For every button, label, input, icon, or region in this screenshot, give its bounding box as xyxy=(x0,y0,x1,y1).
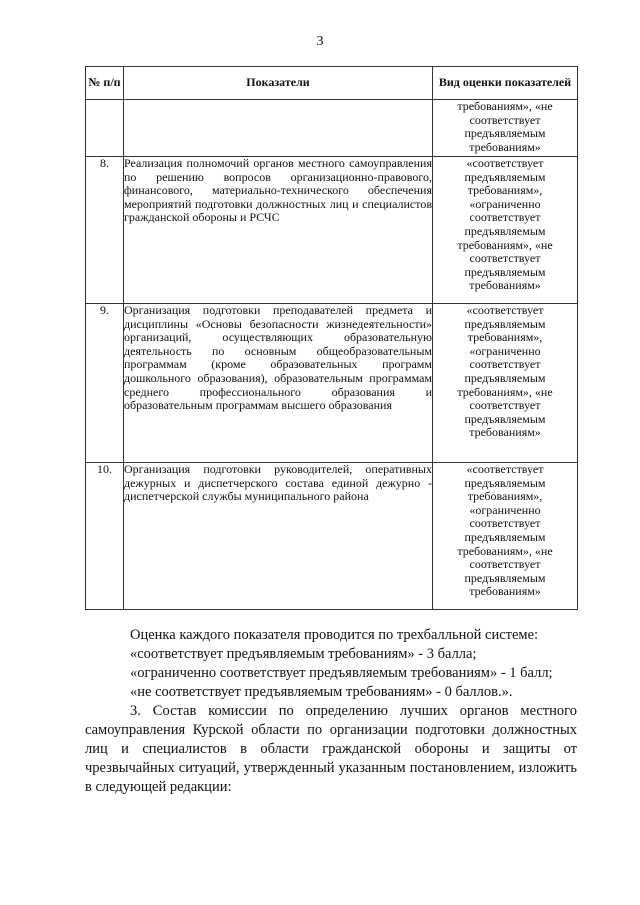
header-indicators: Показатели xyxy=(124,67,433,100)
page-number: 3 xyxy=(316,34,324,49)
row-number: 10. xyxy=(86,463,124,610)
row-indicator: Организация подготовки преподавателей предмета и дисциплины «Основы безопасности жизнедеятельности» организаций, осуществляющих образовательную деятельность по основным общеобразовательным программам (кроме образовательных программ дошкольного образования), образовательным программам среднего профессионального образования и образовательным программам высшего образования xyxy=(124,304,433,463)
row-indicator xyxy=(124,100,433,157)
scoring-line-3: «не соответствует предъявляемым требованиям» - 0 баллов.». xyxy=(130,684,513,700)
scoring-line-1: «соответствует предъявляемым требованиям» - 3 балла; xyxy=(130,646,477,662)
header-evaluation: Вид оценки показателей xyxy=(433,67,578,100)
row-number: 9. xyxy=(86,304,124,463)
row-evaluation: «соответствует предъявляемым требованиям», «ограниченно соответствует предъявляемым требованиям», «не соответствует предъявляемым требованиям» xyxy=(433,463,578,610)
row-number: 8. xyxy=(86,157,124,304)
indicators-table xyxy=(85,66,578,610)
paragraph-3: 3. Состав комиссии по определению лучших органов местного самоуправления Курской области по организации подготовки должностных лиц и специалистов в области гражданской обороны и защиты от чрезвычайных ситуаций, утвержденный указанным постановлением, изложить в следующей редакции: xyxy=(85,703,577,795)
scoring-intro: Оценка каждого показателя проводится по трехбалльной системе: xyxy=(130,627,539,643)
table-row xyxy=(86,463,578,610)
header-number: № п/п xyxy=(86,67,124,100)
row-indicator: Реализация полномочий органов местного самоуправления по решению вопросов организационно-правового, финансового, материально-технического обеспечения мероприятий подготовки должностных лиц и специалистов гражданской обороны и РСЧС xyxy=(124,157,433,304)
scoring-line-2: «ограниченно соответствует предъявляемым требованиям» - 1 балл; xyxy=(130,665,553,681)
table-row xyxy=(86,157,578,304)
row-evaluation: «соответствует предъявляемым требованиям», «ограниченно соответствует предъявляемым требованиям», «не соответствует предъявляемым требованиям» xyxy=(433,157,578,304)
row-evaluation: требованиям», «не соответствует предъявляемым требованиям» xyxy=(433,100,578,157)
table-header-row xyxy=(86,67,578,100)
row-evaluation: «соответствует предъявляемым требованиям», «ограниченно соответствует предъявляемым требованиям», «не соответствует предъявляемым требованиям» xyxy=(433,304,578,463)
table-row xyxy=(86,304,578,463)
row-number xyxy=(86,100,124,157)
row-indicator: Организация подготовки руководителей, оперативных дежурных и диспетчерского состава единой дежурно - диспетчерской службы муниципального района xyxy=(124,463,433,610)
table-row xyxy=(86,100,578,157)
